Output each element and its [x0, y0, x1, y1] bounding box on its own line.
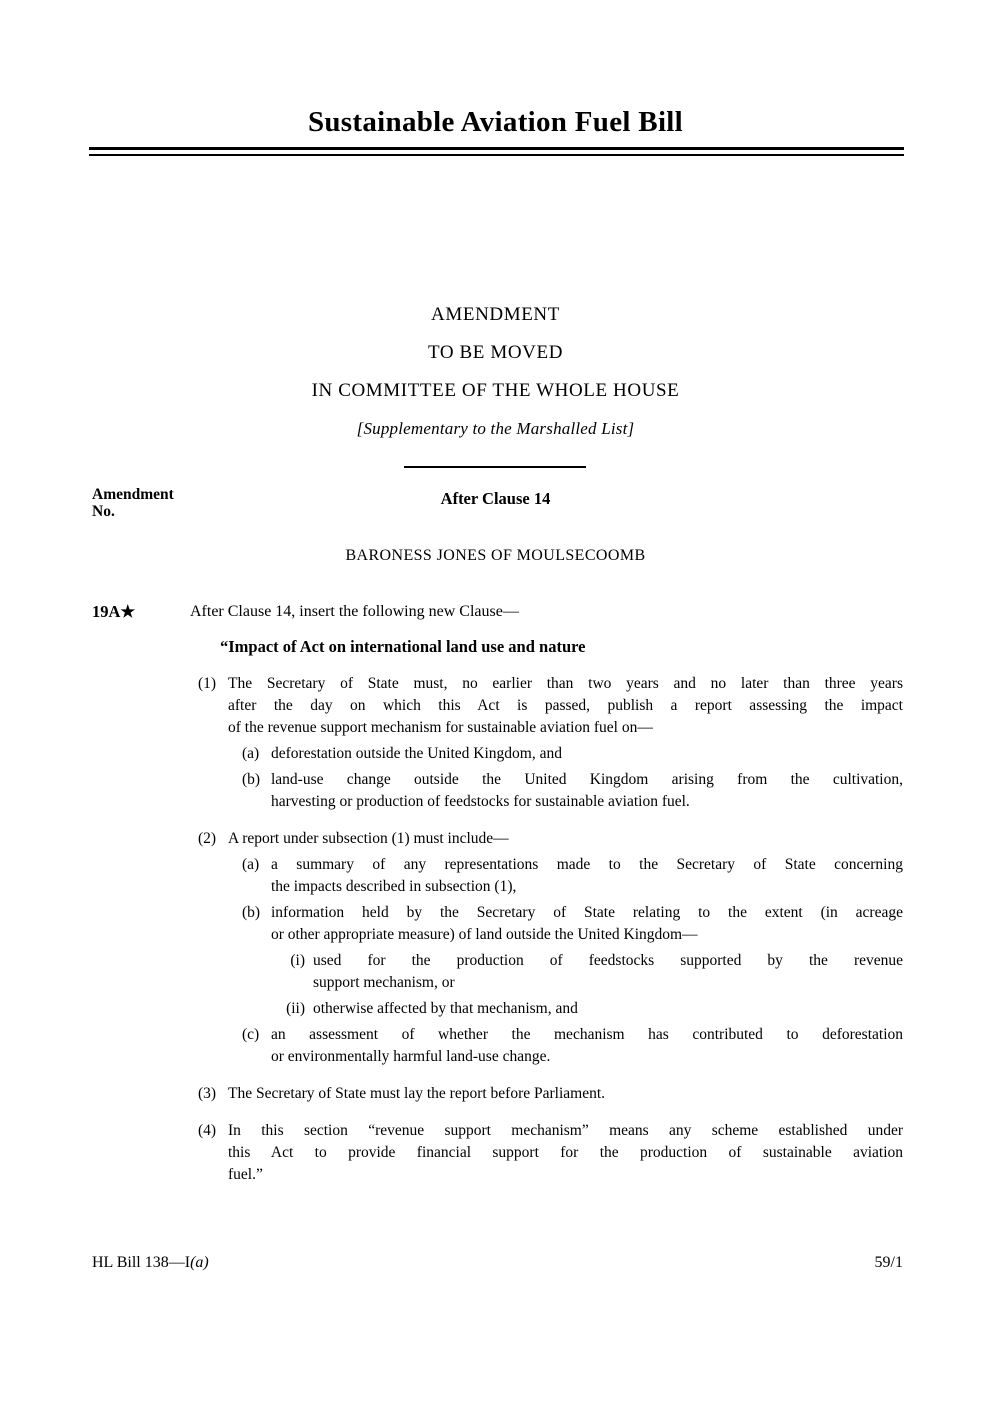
subsection-2-item-c — [92, 1024, 903, 1068]
subsection-1-text: The Secretary of State must, no earlier than two years and no later than three years after the day on which this Act is passed, publish a report assessing the impact of the revenue support mechanism for sustainable aviation fuel on— — [228, 675, 903, 736]
amendment-heading-block — [0, 296, 991, 448]
subsection-2-item-b-ii-num: (ii) — [286, 1000, 305, 1017]
subsection-2-item-b-ii — [92, 998, 903, 1020]
subsection-3 — [92, 1083, 903, 1105]
subsection-1-item-a-num: (a) — [242, 745, 260, 762]
mover-name: BARONESS JONES OF MOULSECOOMB — [345, 547, 646, 564]
subsection-4 — [92, 1120, 903, 1186]
amendment-no-label-line1: Amendment — [92, 486, 174, 503]
subsection-2 — [92, 828, 903, 850]
subsection-4-text: In this section “revenue support mechanism” means any scheme established under this Act to provide financial support for the production of sustainable aviation fuel.” — [228, 1122, 903, 1183]
amendment-number: 19A★ — [92, 602, 136, 621]
subsection-4-num: (4) — [198, 1122, 217, 1139]
subsection-2-item-b-ii-text: otherwise affected by that mechanism, and — [313, 1000, 578, 1017]
section-divider-rule — [404, 466, 586, 468]
place-heading: After Clause 14 — [440, 489, 551, 508]
subsection-1-item-b-text: land-use change outside the United Kingdom arising from the cultivation, harvesting or production of feedstocks for sustainable aviation fuel. — [271, 771, 903, 810]
page-reference: 59/1 — [874, 1254, 903, 1271]
subsection-1-num: (1) — [198, 675, 217, 692]
subsection-2-item-a — [92, 854, 903, 898]
new-clause-title: “Impact of Act on international land use and nature — [220, 637, 586, 656]
subsection-1-item-a — [92, 743, 903, 765]
subsection-2-item-a-num: (a) — [242, 856, 260, 873]
subsection-3-text: The Secretary of State must lay the report before Parliament. — [228, 1085, 606, 1102]
heading-line-amendment: AMENDMENT — [431, 304, 560, 325]
page-footer — [92, 1254, 903, 1272]
subsection-2-item-c-text: an assessment of whether the mechanism has contributed to deforestation or environmentally harmful land-use change. — [271, 1026, 903, 1065]
heading-line-to-be-moved: TO BE MOVED — [427, 342, 564, 363]
subsection-2-item-b-num: (b) — [242, 904, 261, 921]
subsection-1-item-a-text: deforestation outside the United Kingdom, and — [271, 745, 562, 762]
marshalled-list-note: [Supplementary to the Marshalled List] — [356, 419, 635, 438]
subsection-1-item-b — [92, 769, 903, 813]
subsection-2-item-b-i-text: used for the production of feedstocks supported by the revenue support mechanism, or — [313, 952, 903, 991]
subsection-2-num: (2) — [198, 830, 217, 847]
amendment-instruction: After Clause 14, insert the following new Clause— — [190, 603, 519, 620]
page-title: Sustainable Aviation Fuel Bill — [307, 106, 684, 138]
amendment-body — [92, 598, 903, 1186]
subsection-2-item-b — [92, 902, 903, 946]
amendment-no-label-line2: No. — [92, 503, 115, 520]
bill-reference-main: HL Bill 138—I — [92, 1254, 191, 1271]
subsection-2-item-a-text: a summary of any representations made to the Secretary of State concerning the impacts described in subsection (1), — [271, 856, 903, 895]
subsection-2-item-b-text: information held by the Secretary of State relating to the extent (in acreage or other appropriate measure) of land outside the United Kingdom— — [271, 904, 903, 943]
title-double-rule — [89, 147, 904, 156]
subsection-2-text: A report under subsection (1) must include— — [228, 830, 509, 847]
subsection-2-item-c-num: (c) — [242, 1026, 260, 1043]
subsection-1-item-b-num: (b) — [242, 771, 261, 788]
subsection-3-num: (3) — [198, 1085, 217, 1102]
subsection-2-item-b-i-num: (i) — [290, 952, 305, 969]
amendment-header-row — [92, 601, 903, 623]
heading-line-committee: IN COMMITTEE OF THE WHOLE HOUSE — [311, 380, 680, 401]
subsection-2-item-b-i — [92, 950, 903, 994]
subsection-1 — [92, 673, 903, 739]
bill-reference-suffix: (a) — [190, 1254, 209, 1271]
bill-reference — [92, 1254, 209, 1272]
